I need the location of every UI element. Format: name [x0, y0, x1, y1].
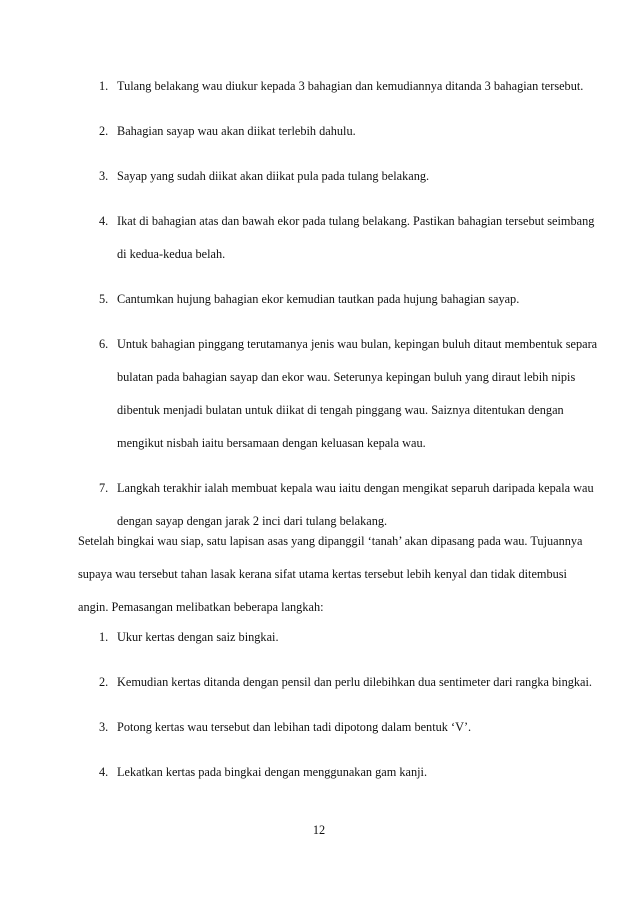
- body-paragraph: Setelah bingkai wau siap, satu lapisan asas yang dipanggil ‘tanah’ akan dipasang pada wau. Tujuannya supaya wau tersebut tahan lasak kerana sifat utama kertas tersebut lebih kenyal dan tidak ditembusi angin. Pemasangan melibatkan beberapa langkah:: [78, 534, 583, 614]
- list-item: [0, 70, 638, 103]
- list-item-text: Tulang belakang wau diukur kepada 3 bahagian dan kemudiannya ditanda 3 bahagian tersebut.: [117, 79, 584, 93]
- page-number: 12: [312, 823, 326, 837]
- list-item-text: Kemudian kertas ditanda dengan pensil dan perlu dilebihkan dua sentimeter dari rangka bingkai.: [117, 675, 592, 689]
- paper-steps-list: [0, 621, 638, 801]
- list-item-number: 1.: [99, 630, 109, 644]
- list-item-text: Lekatkan kertas pada bingkai dengan menggunakan gam kanji.: [117, 765, 428, 779]
- list-item-number: 2.: [99, 675, 109, 689]
- list-item-number: 1.: [99, 79, 109, 93]
- list-item-number: 4.: [99, 765, 109, 779]
- list-item: [0, 756, 638, 789]
- frame-steps-list: [0, 70, 638, 550]
- list-item: [0, 115, 638, 148]
- list-item: [0, 621, 638, 654]
- list-item-number: 5.: [99, 292, 109, 306]
- list-item: [0, 666, 638, 699]
- list-item: [0, 711, 638, 744]
- list-item-text: Untuk bahagian pinggang terutamanya jenis wau bulan, kepingan buluh ditaut membentuk separa bulatan pada bahagian sayap dan ekor wau. Seterunya kepingan buluh yang diraut lebih nipis dibentuk menjadi bulatan untuk diikat di tengah pinggang wau. Saiznya ditentukan dengan mengikut nisbah iaitu bersamaan dengan keluasan kepala wau.: [117, 337, 598, 450]
- list-item-number: 2.: [99, 124, 109, 138]
- list-item-text: Bahagian sayap wau akan diikat terlebih dahulu.: [117, 124, 356, 138]
- list-item-number: 7.: [99, 481, 109, 495]
- list-item-number: 3.: [99, 720, 109, 734]
- list-item-text: Sayap yang sudah diikat akan diikat pula pada tulang belakang.: [117, 169, 430, 183]
- list-item-number: 4.: [99, 214, 109, 228]
- list-item-text: Langkah terakhir ialah membuat kepala wau iaitu dengan mengikat separuh daripada kepala wau dengan sayap dengan jarak 2 inci dari tulang belakang.: [117, 481, 594, 528]
- list-item: [0, 283, 638, 316]
- list-item: [0, 160, 638, 193]
- list-item-number: 3.: [99, 169, 109, 183]
- list-item-text: Potong kertas wau tersebut dan lebihan tadi dipotong dalam bentuk ‘V’.: [117, 720, 472, 734]
- list-item-text: Ikat di bahagian atas dan bawah ekor pada tulang belakang. Pastikan bahagian tersebut seimbang di kedua-kedua belah.: [117, 214, 595, 261]
- list-item: [0, 205, 638, 271]
- list-item-text: Cantumkan hujung bahagian ekor kemudian tautkan pada hujung bahagian sayap.: [117, 292, 520, 306]
- list-item-number: 6.: [99, 337, 109, 351]
- list-item: [0, 328, 638, 460]
- list-item-text: Ukur kertas dengan saiz bingkai.: [117, 630, 279, 644]
